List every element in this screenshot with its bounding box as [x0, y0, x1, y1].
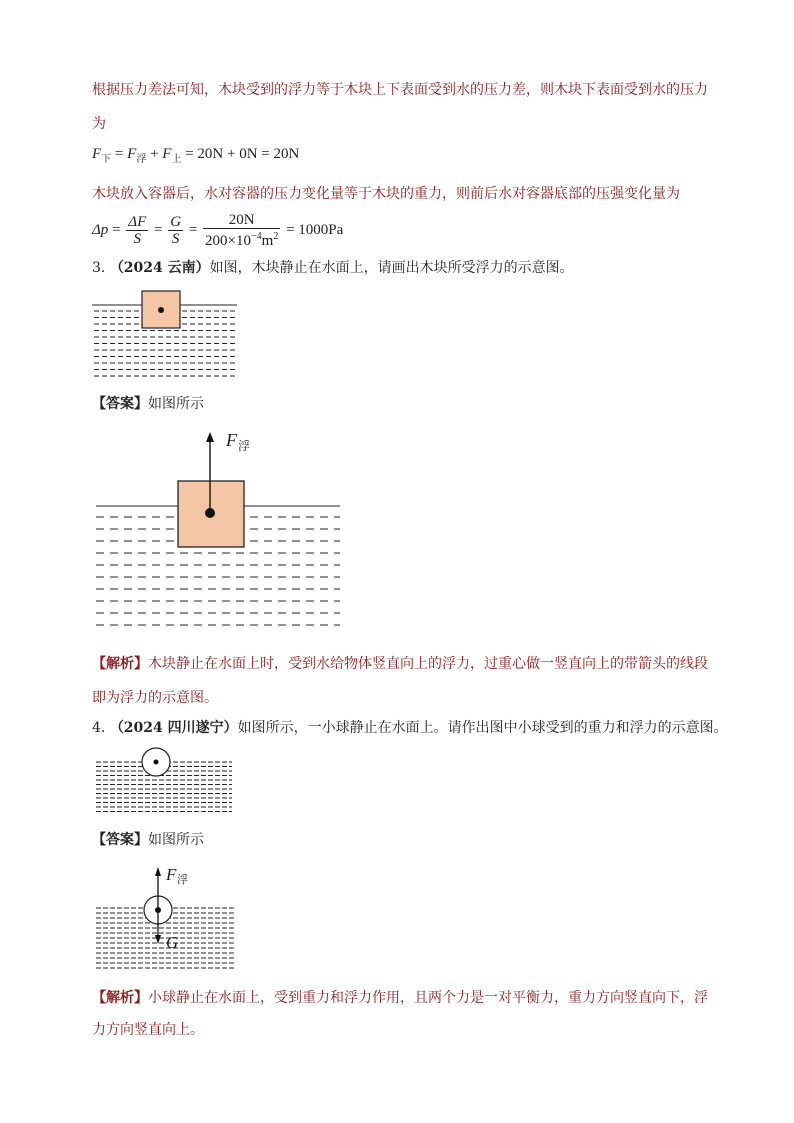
analysis-3-line2: 即为浮力的示意图。: [92, 690, 218, 706]
force-label-F: F: [226, 430, 237, 450]
figure-ball-on-water: [94, 744, 234, 816]
analysis-text-line: 根据压力差法可知，木块受到的浮力等于木块上下表面受到水的压力差，则木块下表面受到水的压力: [92, 82, 708, 98]
figure-block-on-water: [92, 290, 242, 382]
answer-4: 【答案】如图所示: [92, 832, 204, 848]
figure-buoyancy-diagram: [92, 424, 344, 638]
figure-ball-forces: [94, 862, 239, 972]
analysis-3-line1: 【解析】木块静止在水面上时，受到水给物体竖直向上的浮力，过重心做一竖直向上的带箭头的线段: [92, 656, 708, 672]
question-4: 4. （2024 四川遂宁）如图所示，一小球静止在水面上。请作出图中小球受到的重力和浮力的示意图。: [92, 720, 728, 736]
force-label-G: G: [166, 933, 179, 952]
analysis-text-line: 为: [92, 116, 106, 132]
analysis-4-line1: 【解析】小球静止在水面上，受到重力和浮力作用，且两个力是一对平衡力，重力方向竖直向下，浮: [92, 990, 708, 1006]
equation-bottom-force: $F_下 = F_浮 + F_上 = 20N + 0N = 20N$: [92, 146, 300, 165]
answer-3: 【答案】如图所示: [92, 396, 204, 412]
analysis-text-line: 木块放入容器后，水对容器的压力变化量等于木块的重力，则前后水对容器底部的压强变化量为: [92, 186, 680, 202]
force-label-sub: 浮: [177, 874, 188, 886]
force-label-F: F: [166, 865, 177, 884]
question-3: 3. （2024 云南）如图，木块静止在水面上，请画出木块所受浮力的示意图。: [92, 260, 574, 276]
equation-pressure-change: Δp = $\frac{\Delta F}{S}$ = $\frac{G}{S}$ = $\frac{20N}{200\times 10^{-4}m^2}$ = 1000Pa: [92, 212, 344, 249]
analysis-4-line2: 力方向竖直向上。: [92, 1022, 204, 1038]
force-label-sub: 浮: [238, 439, 251, 453]
